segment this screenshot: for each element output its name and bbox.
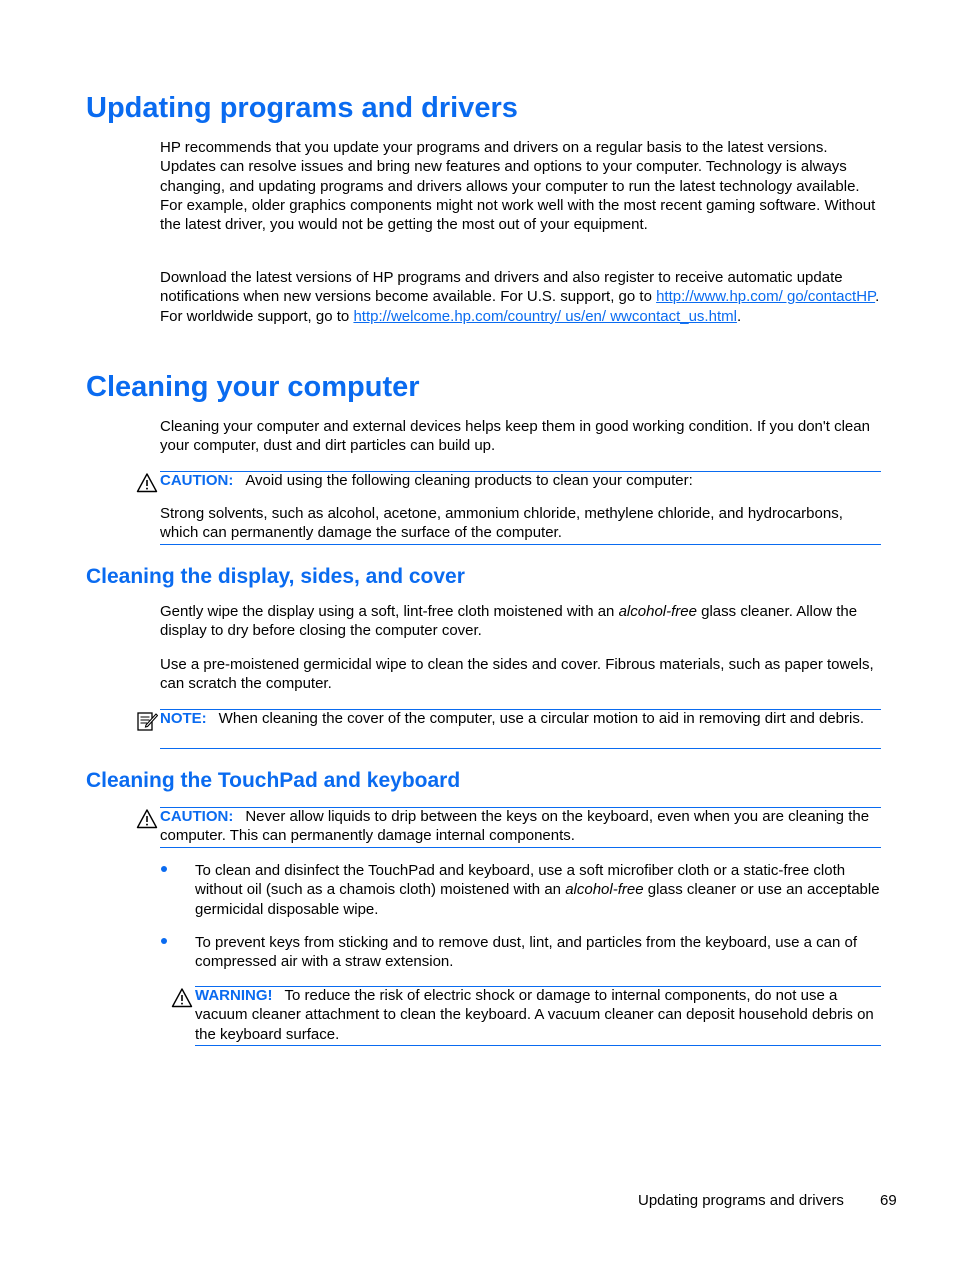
- updating-paragraph-1: HP recommends that you update your programs and drivers on a regular basis to the latest versions. Updates can resolve issues and bring new features and options to your computer. Technology is always changing, and updating programs and drivers allows your computer to run the latest technology available. For example, older graphics components might not work well with the most recent gaming software. Without the latest driver, you would not be getting the most out of your equipment.: [160, 139, 876, 234]
- caution-keyboard-bottom-rule: [160, 847, 881, 848]
- caution-detail: Strong solvents, such as alcohol, acetone, ammonium chloride, methylene chloride, and hydrocarbons, which can permanently damage the surface of the computer.: [160, 505, 843, 542]
- heading-cleaning-touchpad: Cleaning the TouchPad and keyboard: [86, 769, 461, 792]
- display-paragraph-2: Use a pre-moistened germicidal wipe to clean the sides and cover. Fibrous materials, such as paper towels, can scratch the computer.: [160, 656, 874, 693]
- caution-bottom-rule: [160, 544, 881, 545]
- footer-section-title: Updating programs and drivers: [638, 1192, 844, 1209]
- heading-cleaning-display: Cleaning the display, sides, and cover: [86, 565, 465, 588]
- display-paragraph-1-text-b: glass cleaner. Allow the display to dry before closing the computer cover.: [160, 603, 858, 640]
- caution-label: CAUTION:: [160, 472, 234, 489]
- heading-cleaning-computer: Cleaning your computer: [86, 371, 420, 403]
- warning-label: WARNING!: [195, 987, 273, 1004]
- note-cleaning-cover: [160, 709, 885, 728]
- updating-paragraph-2-text-a: Download the latest versions of HP programs and drivers and also register to receive automatic update notifications when new versions become available. For U.S. support, go to: [160, 269, 843, 306]
- bullet-item-disinfect: [195, 861, 885, 919]
- bullet-marker: [160, 934, 170, 944]
- updating-paragraph-2-text-c: .: [736, 307, 742, 325]
- caution-keyboard-liquids: [160, 807, 885, 846]
- display-paragraph-1-text-a: Gently wipe the display using a soft, lint-free cloth moistened with an: [160, 603, 619, 620]
- note-pad-icon: [136, 710, 158, 732]
- caution-text: Avoid using the following cleaning products to clean your computer:: [245, 472, 693, 489]
- warning-triangle-icon: [136, 472, 158, 494]
- caution-cleaning-products: [160, 471, 885, 490]
- caution-text: Never allow liquids to drip between the keys on the keyboard, even when you are cleaning the computer. This can permanently damage internal components.: [160, 808, 870, 845]
- warning-bottom-rule: [195, 1045, 881, 1046]
- updating-paragraph-2: [160, 268, 885, 326]
- warning-triangle-icon: [136, 808, 158, 830]
- worldwide-support-link[interactable]: http://welcome.hp.com/country/ us/en/ wwcontact_us.html: [353, 307, 737, 325]
- warning-vacuum: [195, 986, 885, 1044]
- note-bottom-rule: [160, 748, 881, 749]
- note-text: When cleaning the cover of the computer, use a circular motion to aid in removing dirt and debris.: [218, 710, 865, 727]
- bullet-item-compressed-air: To prevent keys from sticking and to remove dust, lint, and particles from the keyboard, use a can of compressed air with a straw extension.: [195, 934, 857, 971]
- bullet-1-text-b: glass cleaner or use an acceptable germicidal disposable wipe.: [195, 881, 880, 918]
- cleaning-paragraph: Cleaning your computer and external devices helps keep them in good working condition. If you don't clean your computer, dust and dirt particles can build up.: [160, 418, 870, 455]
- updating-paragraph-2-text-b: . For worldwide support, go to: [160, 288, 880, 325]
- page-number: 69: [880, 1192, 897, 1209]
- warning-triangle-icon: [171, 987, 193, 1009]
- caution-label: CAUTION:: [160, 808, 234, 825]
- bullet-marker: [160, 862, 170, 872]
- warning-text: To reduce the risk of electric shock or damage to internal components, do not use a vacuum cleaner attachment to clean the keyboard. A vacuum cleaner can deposit household debris on the keyboard surface.: [195, 987, 874, 1043]
- bullet-1-emphasis: alcohol-free: [565, 881, 644, 899]
- display-paragraph-1-emphasis: alcohol-free: [618, 603, 697, 620]
- display-paragraph-1: [160, 602, 885, 641]
- bullet-1-text-a: To clean and disinfect the TouchPad and keyboard, use a soft microfiber cloth or a static-free cloth without oil (such as a chamois cloth) moistened with an: [195, 862, 846, 899]
- heading-updating-programs: Updating programs and drivers: [86, 92, 518, 124]
- note-label: NOTE:: [160, 710, 207, 727]
- us-support-link[interactable]: http://www.hp.com/ go/contactHP: [656, 288, 876, 306]
